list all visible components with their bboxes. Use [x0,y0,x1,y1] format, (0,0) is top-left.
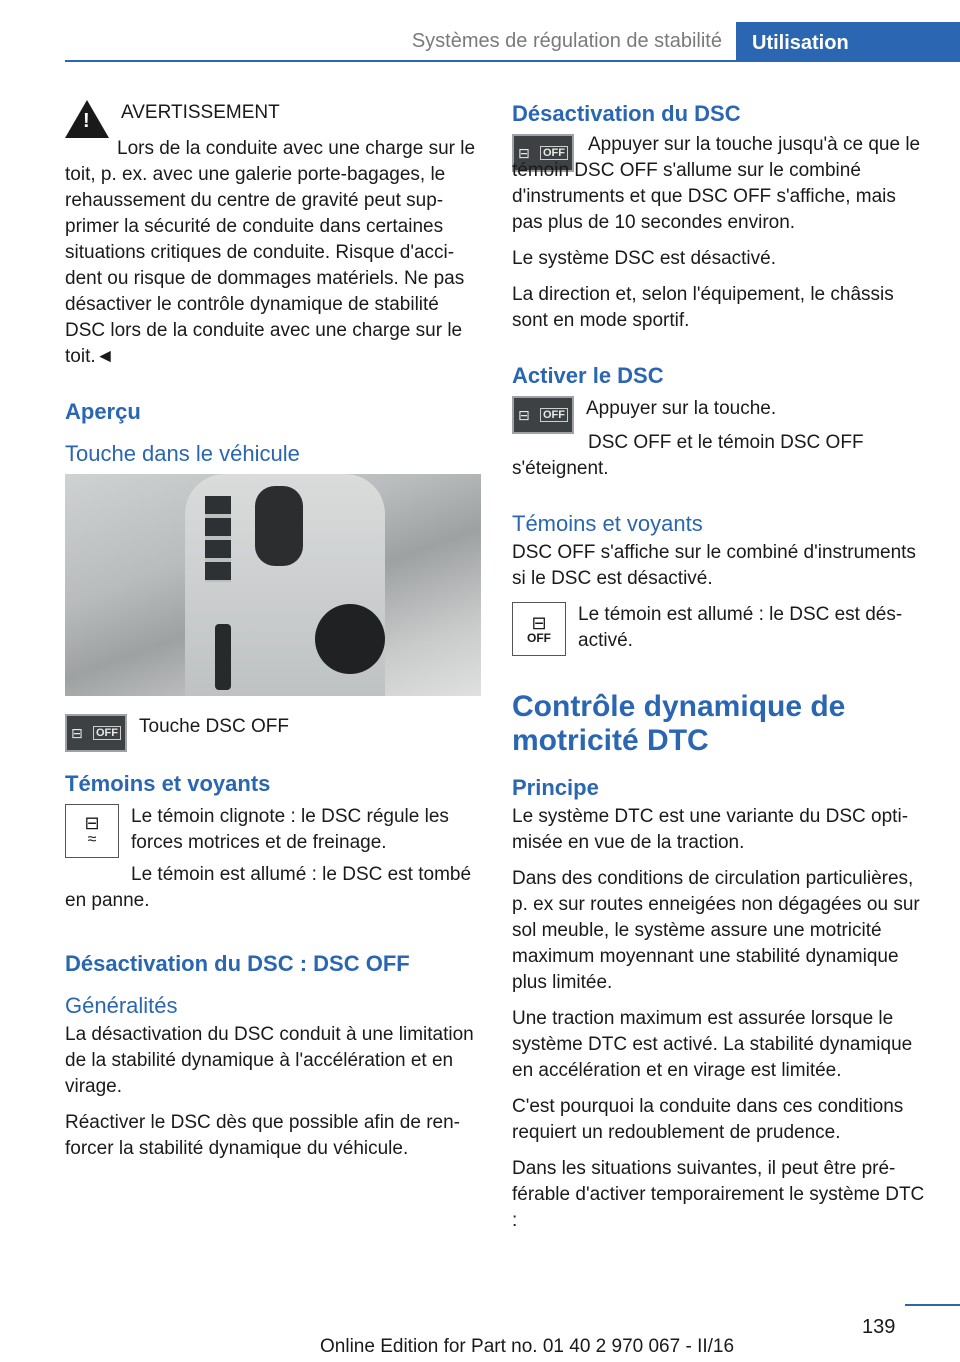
principle-paragraph-4: C'est pourquoi la conduite dans ces conditions requiert un redoublement de prudence. [512,1096,904,1143]
principle-heading: Principe [512,775,599,800]
activate-paragraph-1: Appuyer sur la touche. [586,398,777,419]
dsc-off-button-icon: ⊟ OFF [512,396,574,434]
principle-paragraph-1: Le système DTC est une variante du DSC optimisée en vue de la traction. [512,806,909,853]
vehicle-console-photo [65,474,481,696]
deactivation-heading: Désactivation du DSC : DSC OFF [65,951,410,976]
warning-icon: ! [65,100,109,138]
footer-edition: Online Edition for Part no. 01 40 2 970 067 - II/16 [320,1336,735,1357]
dsc-key-label: Touche DSC OFF [139,716,289,737]
right-indicators-paragraph-1: DSC OFF s'affiche sur le combiné d'instruments si le DSC est désactivé. [512,542,916,589]
key-heading: Touche dans le véhicule [65,441,300,466]
general-heading: Généralités [65,993,178,1018]
general-paragraph-1: La désactivation du DSC conduit à une limitation de la stabilité dynamique à l'accélération et en virage. [65,1024,474,1097]
dsc-off-lamp-icon: ⊟ OFF [512,602,566,656]
indicator-blink-row [65,804,481,866]
warning-block [65,100,481,138]
overview-heading: Aperçu [65,399,141,424]
right-indicators-paragraph-2: Le témoin est allumé : le DSC est désactivé. [578,604,903,651]
dsc-off-lamp-row [512,602,926,664]
dsc-warning-lamp-icon: ⊟ ≈ [65,804,119,858]
footer-rule [905,1304,960,1306]
header-tab: Utilisation [736,22,960,62]
dsc-key-row [65,714,481,752]
indicators-heading: Témoins et voyants [65,771,271,796]
indicator-on-text: Le témoin est allumé : le DSC est tombé en panne. [65,864,472,911]
activate-paragraph-2: DSC OFF et le témoin DSC OFF s'éteignent. [512,432,864,479]
activate-heading: Activer le DSC [512,363,664,388]
left-column [65,100,481,1172]
deact-dsc-heading: Désactivation du DSC [512,101,741,126]
principle-paragraph-2: Dans des conditions de circulation particulières, p. ex sur routes enneigées non dégagées ou sur sol meuble, le système assure une motricité maximum moyennant une stabilité dynamique plus limitée. [512,868,920,993]
principle-paragraph-5: Dans les situations suivantes, il peut être préférable d'activer temporairement le système DTC : [512,1158,925,1231]
deact-paragraph-1: Appuyer sur la touche jusqu'à ce que le témoin DSC OFF s'allume sur le combiné d'instruments et que DSC OFF s'affiche, mais pas plus de 10 secondes environ. [512,134,921,233]
principle-paragraph-3: Une traction maximum est assurée lorsque le système DTC est activé. La stabilité dynamique en accélération et en virage est limitée. [512,1008,913,1081]
page-number: 139 [862,1316,896,1338]
deact-paragraph-2: Le système DSC est désactivé. [512,248,776,269]
activate-row [512,396,926,434]
dtc-heading: Contrôle dynamique de motricité DTC [512,690,846,757]
right-indicators-heading: Témoins et voyants [512,511,703,536]
indicator-blink-text: Le témoin clignote : le DSC régule les forces motrices et de freinage. [131,806,449,853]
warning-text: Lors de la conduite avec une charge sur le toit, p. ex. avec une galerie porte-bagages, le rehaussement du centre de gravité peut supprimer la sécurité de conduite dans certaines situations critiques de conduite. Risque d'accident ou risque de dommages matériels. Ne pas désactiver le contrôle dynamique de stabilité DSC lors de la conduite avec une charge sur le toit.◄ [65,138,476,367]
dsc-off-button-icon: ⊟ OFF [512,134,574,172]
deact-paragraph-3: La direction et, selon l'équipement, le châssis sont en mode sportif. [512,284,894,331]
header-section-title: Systèmes de régulation de stabilité [411,30,722,52]
dsc-off-button-icon: ⊟ OFF [65,714,127,752]
right-column [512,100,926,1244]
general-paragraph-2: Réactiver le DSC dès que possible afin de renforcer la stabilité dynamique du véhicule. [65,1112,460,1159]
warning-title: AVERTISSEMENT [121,102,280,123]
